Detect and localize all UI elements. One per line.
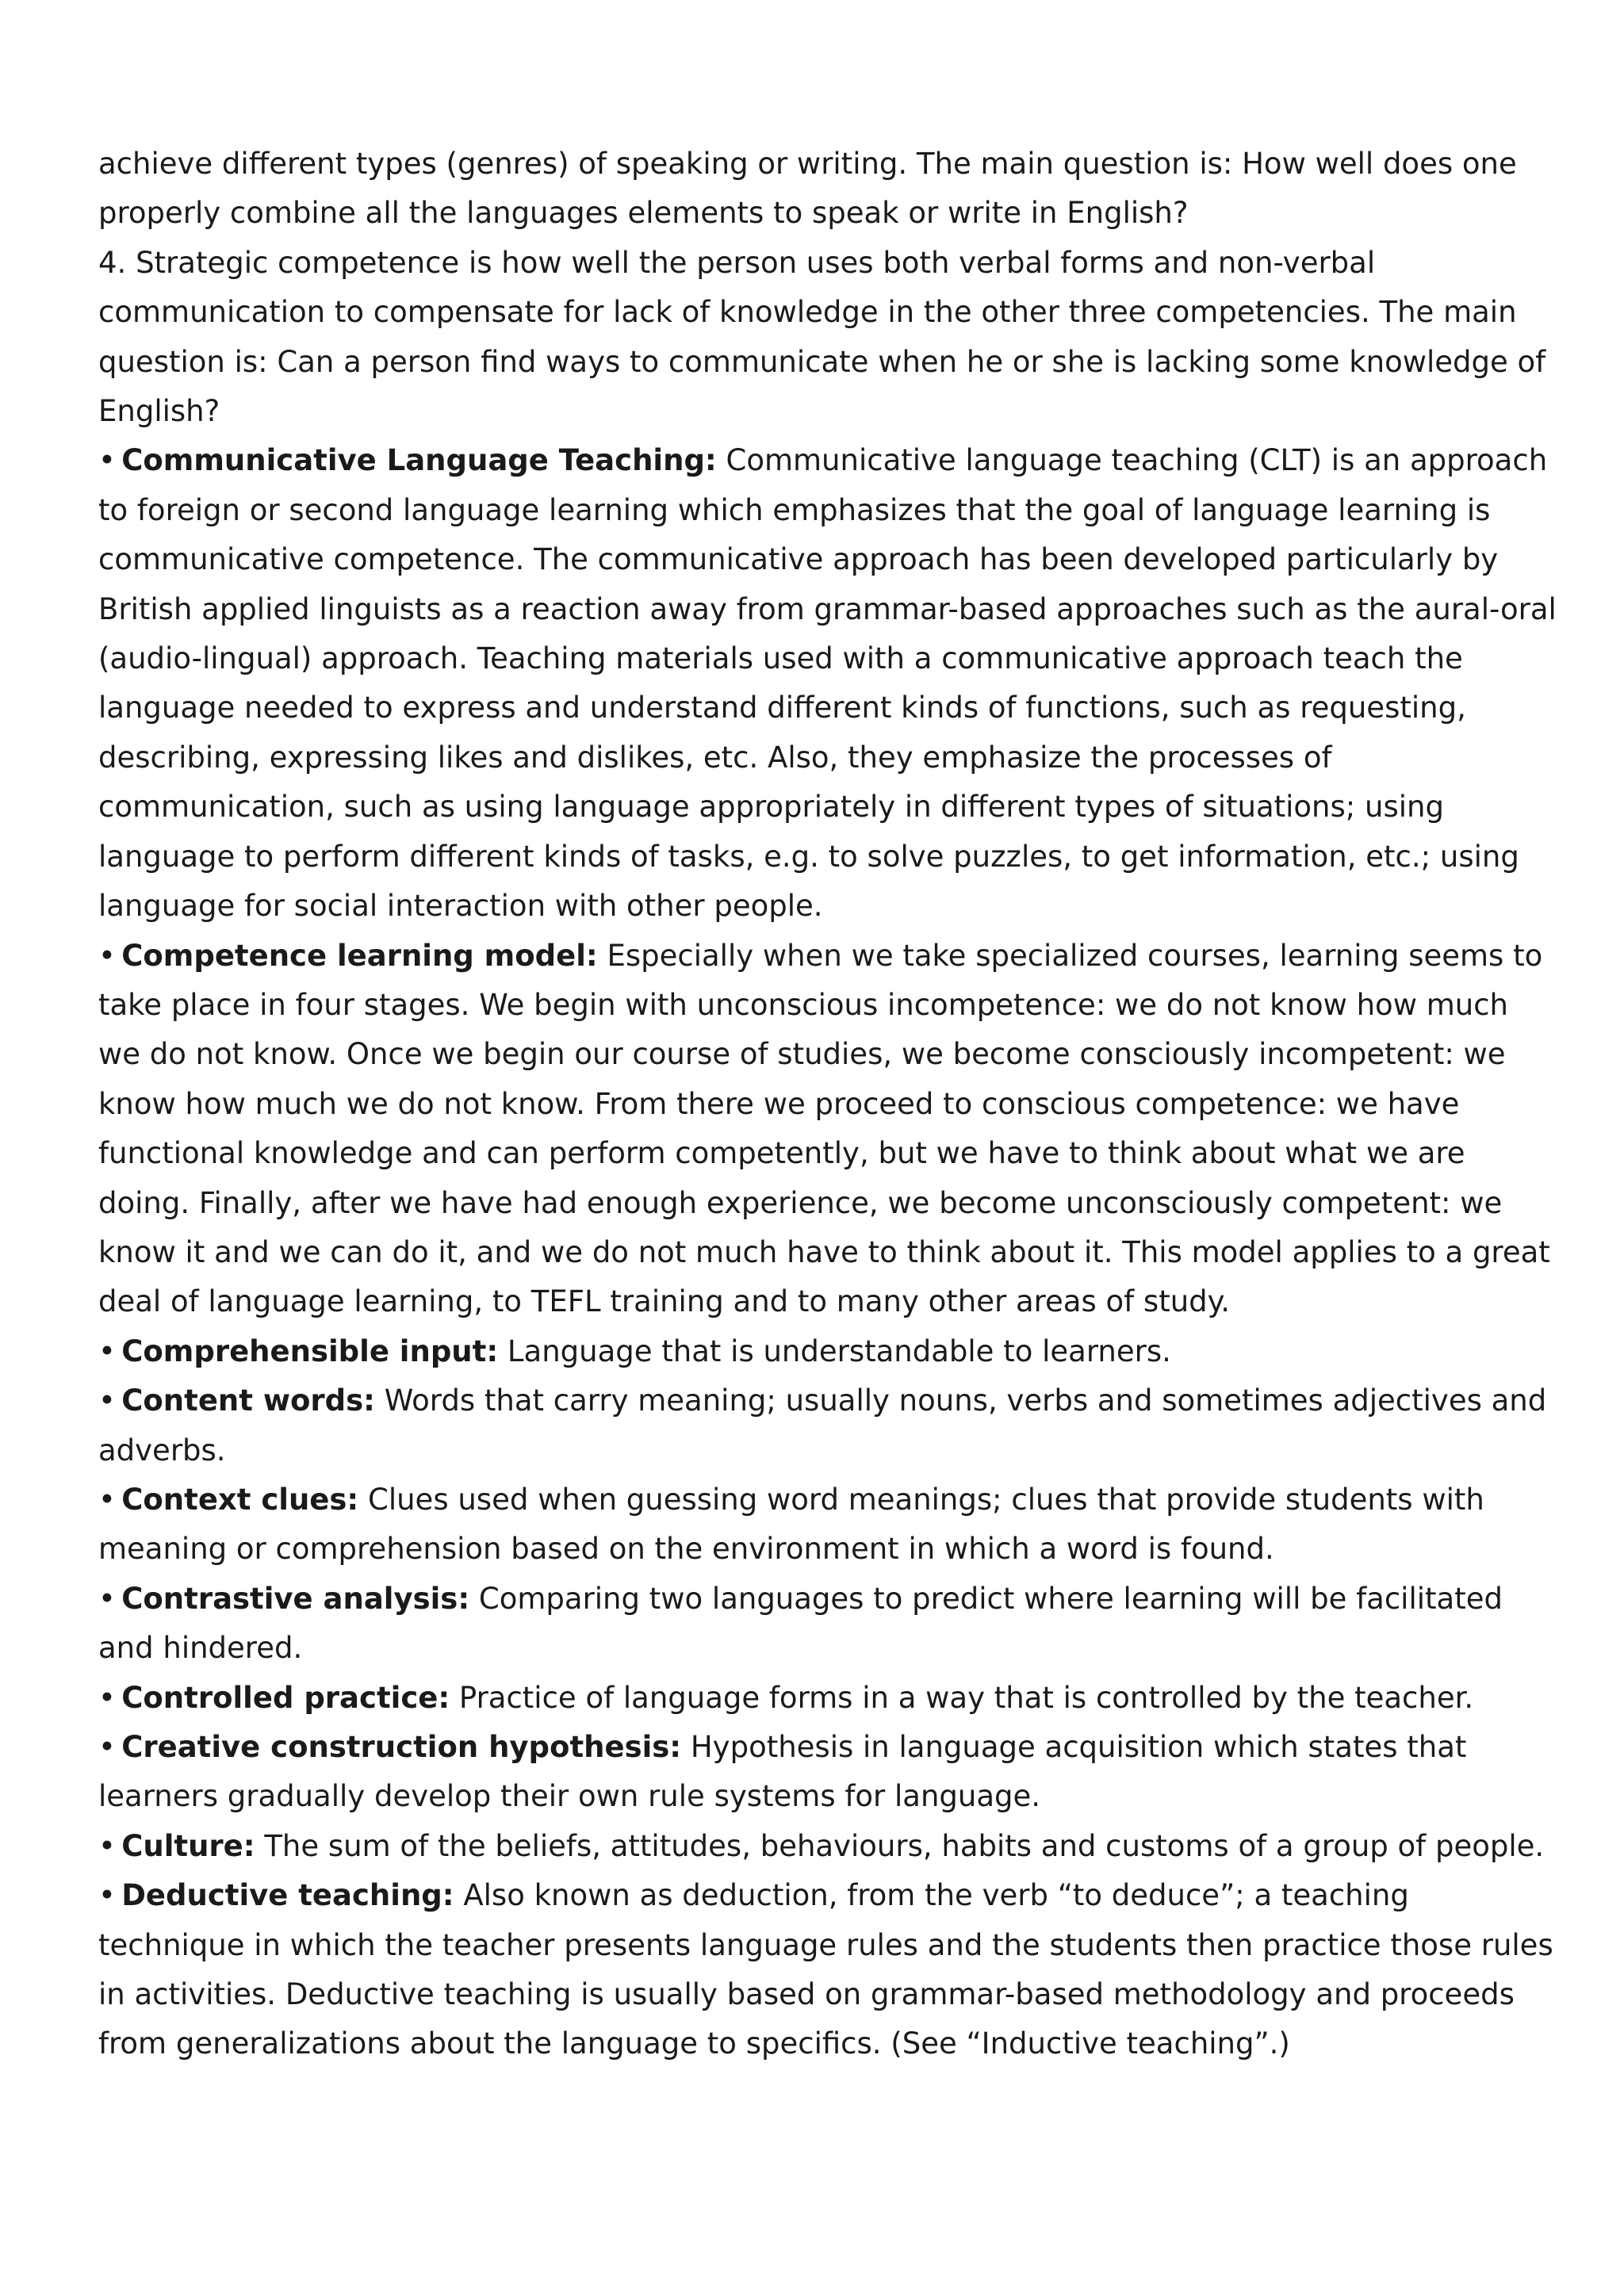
glossary-definition: Words that carry meaning; usually nouns, verbs and sometimes adjectives and adverbs. bbox=[98, 1383, 1547, 1468]
bullet-icon: • bbox=[98, 1828, 116, 1863]
glossary-entry-deductive-teaching bbox=[98, 1871, 1557, 2069]
glossary-entry-content-words bbox=[98, 1376, 1557, 1475]
bullet-icon: • bbox=[98, 1482, 116, 1517]
intro-paragraph-strategic-competence: 4. Strategic competence is how well the person uses both verbal forms and non-verbal communication to compensate for lack of knowledge in the other three competencies. The main question is: Can a person find ways to communicate when he or she is lacking some knowledge of English? bbox=[98, 245, 1546, 429]
glossary-definition: Clues used when guessing word meanings; clues that provide students with meaning or comprehension based on the environment in which a word is found. bbox=[98, 1482, 1484, 1567]
glossary-term: Competence learning model: bbox=[121, 938, 598, 973]
glossary-entry-comprehensible-input bbox=[98, 1327, 1557, 1376]
glossary-term: Contrastive analysis: bbox=[121, 1581, 470, 1616]
glossary-term: Culture: bbox=[121, 1828, 255, 1863]
glossary-definition: Also known as deduction, from the verb “to deduce”; a teaching technique in which the teacher presents language rules and the students then practice those rules in activities. Deductive teaching is usually based on grammar-based methodology and proceeds from generalizations about the language to specifics. (See “Inductive teaching”.) bbox=[98, 1878, 1553, 2061]
glossary-term: Controlled practice: bbox=[121, 1680, 450, 1715]
bullet-icon: • bbox=[98, 1383, 116, 1418]
glossary-entry-clt bbox=[98, 436, 1557, 931]
glossary-term: Creative construction hypothesis: bbox=[121, 1730, 682, 1764]
document-page bbox=[98, 140, 1557, 2069]
intro-paragraph-genres: achieve different types (genres) of speaking or writing. The main question is: How well does one properly combine all the languages elements to speak or write in English? bbox=[98, 147, 1517, 231]
glossary-term: Context clues: bbox=[121, 1482, 359, 1517]
bullet-icon: • bbox=[98, 1730, 116, 1764]
glossary-definition: Practice of language forms in a way that is controlled by the teacher. bbox=[458, 1680, 1474, 1715]
glossary-definition: Hypothesis in language acquisition which states that learners gradually develop their own rule systems for language. bbox=[98, 1730, 1467, 1814]
glossary-definition: Communicative language teaching (CLT) is an approach to foreign or second language learning which emphasizes that the goal of language learning is communicative competence. The communicative approach has been developed particularly by British applied linguists as a reaction away from grammar-based approaches such as the aural-oral (audio-lingual) approach. Teaching materials used with a communicative approach teach the language needed to express and understand different kinds of functions, such as requesting, describing, expressing likes and dislikes, etc. Also, they emphasize the processes of communication, such as using language appropriately in different types of situations; using language to perform different kinds of tasks, e.g. to solve puzzles, to get information, etc.; using language for social interaction with other people. bbox=[98, 443, 1557, 924]
glossary-entry-culture bbox=[98, 1822, 1557, 1871]
glossary-entry-contrastive-analysis bbox=[98, 1575, 1557, 1674]
bullet-icon: • bbox=[98, 938, 116, 973]
glossary-term: Communicative Language Teaching: bbox=[121, 443, 717, 478]
glossary-definition: The sum of the beliefs, attitudes, behaviours, habits and customs of a group of people. bbox=[264, 1828, 1545, 1863]
bullet-icon: • bbox=[98, 1878, 116, 1913]
glossary-entry-context-clues bbox=[98, 1475, 1557, 1575]
bullet-icon: • bbox=[98, 1680, 116, 1715]
glossary-definition: Comparing two languages to predict where learning will be facilitated and hindered. bbox=[98, 1581, 1503, 1666]
glossary-definition: Especially when we take specialized courses, learning seems to take place in four stages. We begin with unconscious incompetence: we do not know how much we do not know. Once we begin our course of studies, we become consciously incompetent: we know how much we do not know. From there we proceed to conscious competence: we have functional knowledge and can perform competently, but we have to think about what we are doing. Finally, after we have had enough experience, we become unconsciously competent: we know it and we can do it, and we do not much have to think about it. This model applies to a great deal of language learning, to TEFL training and to many other areas of study. bbox=[98, 938, 1550, 1319]
bullet-icon: • bbox=[98, 443, 116, 478]
bullet-icon: • bbox=[98, 1581, 116, 1616]
glossary-term: Comprehensible input: bbox=[121, 1334, 499, 1368]
glossary-definition: Language that is understandable to learners. bbox=[507, 1334, 1171, 1368]
bullet-icon: • bbox=[98, 1334, 116, 1368]
glossary-term: Deductive teaching: bbox=[121, 1878, 454, 1913]
glossary-entry-creative-construction bbox=[98, 1723, 1557, 1822]
glossary-entry-competence-learning-model bbox=[98, 932, 1557, 1327]
glossary-term: Content words: bbox=[121, 1383, 375, 1418]
glossary-entry-controlled-practice bbox=[98, 1674, 1557, 1723]
